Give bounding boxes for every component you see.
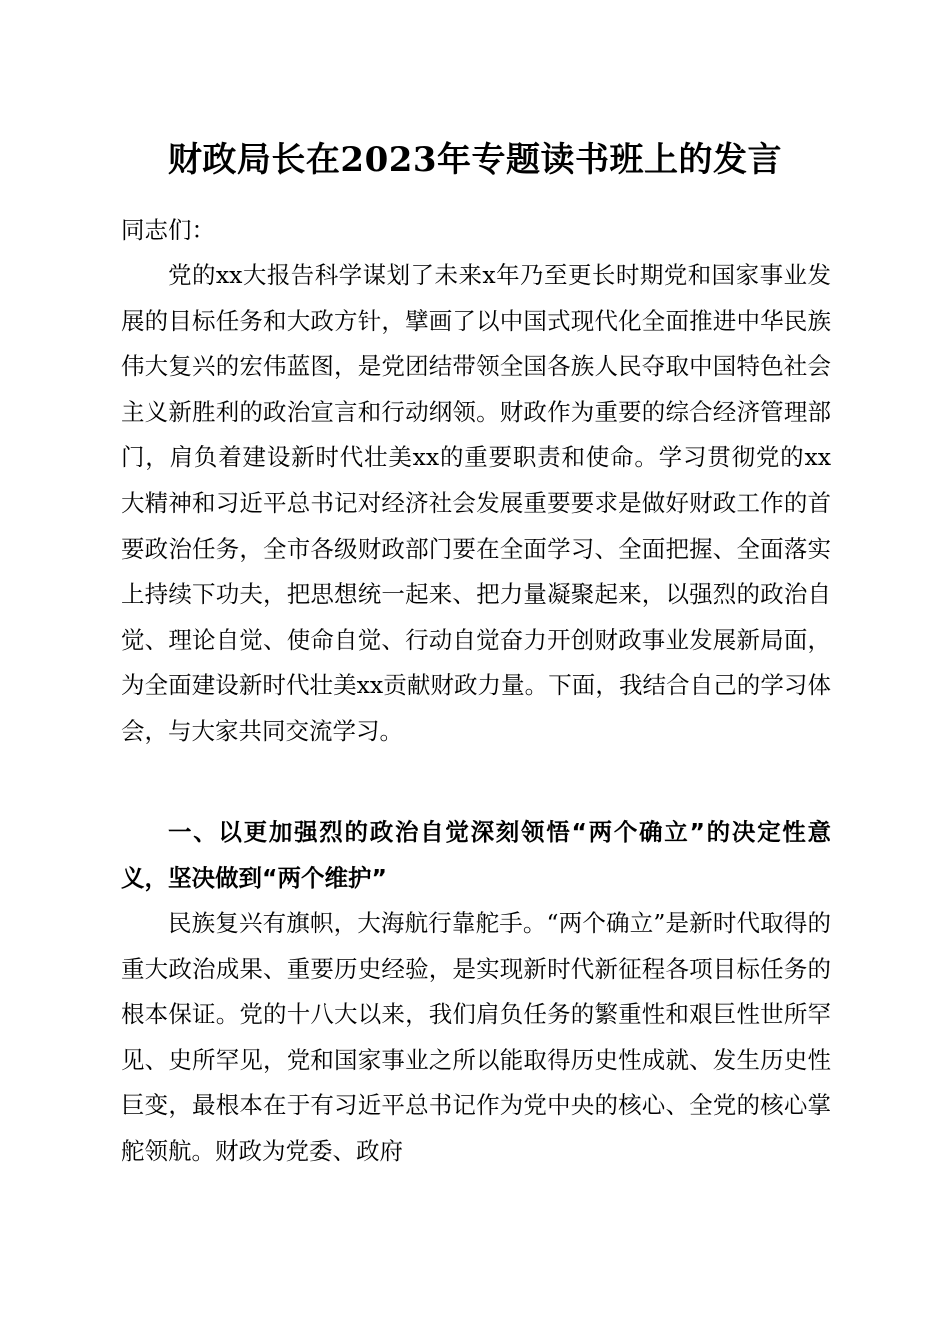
- section-heading-1: 一、以更加强烈的政治自觉深刻领悟“两个确立”的决定性意义，坚决做到“两个维护”: [121, 818, 831, 892]
- section-1-paragraph: 民族复兴有旗帜，大海航行靠舵手。“两个确立”是新时代取得的重大政治成果、重要历史经验，是实现新时代新征程各项目标任务的根本保证。党的十八大以来，我们肩负任务的繁重性和艰巨性世所罕见、史所罕见，党和国家事业之所以能取得历史性成就、发生历史性巨变，最根本在于有习近平总书记作为党中央的核心、全党的核心掌舵领航。财政为党委、政府: [121, 909, 831, 1165]
- salutation: 同志们：: [121, 216, 215, 244]
- document-title: 财政局长在2023年专题读书班上的发言: [167, 140, 783, 180]
- intro-paragraph: 党的xx大报告科学谋划了未来x年乃至更长时期党和国家事业发展的目标任务和大政方针，擘画了以中国式现代化全面推进中华民族伟大复兴的宏伟蓝图，是党团结带领全国各族人民夺取中国特色社会主义新胜利的政治宣言和行动纲领。财政作为重要的综合经济管理部门，肩负着建设新时代壮美xx的重要职责和使命。学习贯彻党的xx大精神和习近平总书记对经济社会发展重要要求是做好财政工作的首要政治任务，全市各级财政部门要在全面学习、全面把握、全面落实上持续下功夫，把思想统一起来、把力量凝聚起来，以强烈的政治自觉、理论自觉、使命自觉、行动自觉奋力开创财政事业发展新局面，为全面建设新时代壮美xx贡献财政力量。下面，我结合自己的学习体会，与大家共同交流学习。: [121, 261, 831, 745]
